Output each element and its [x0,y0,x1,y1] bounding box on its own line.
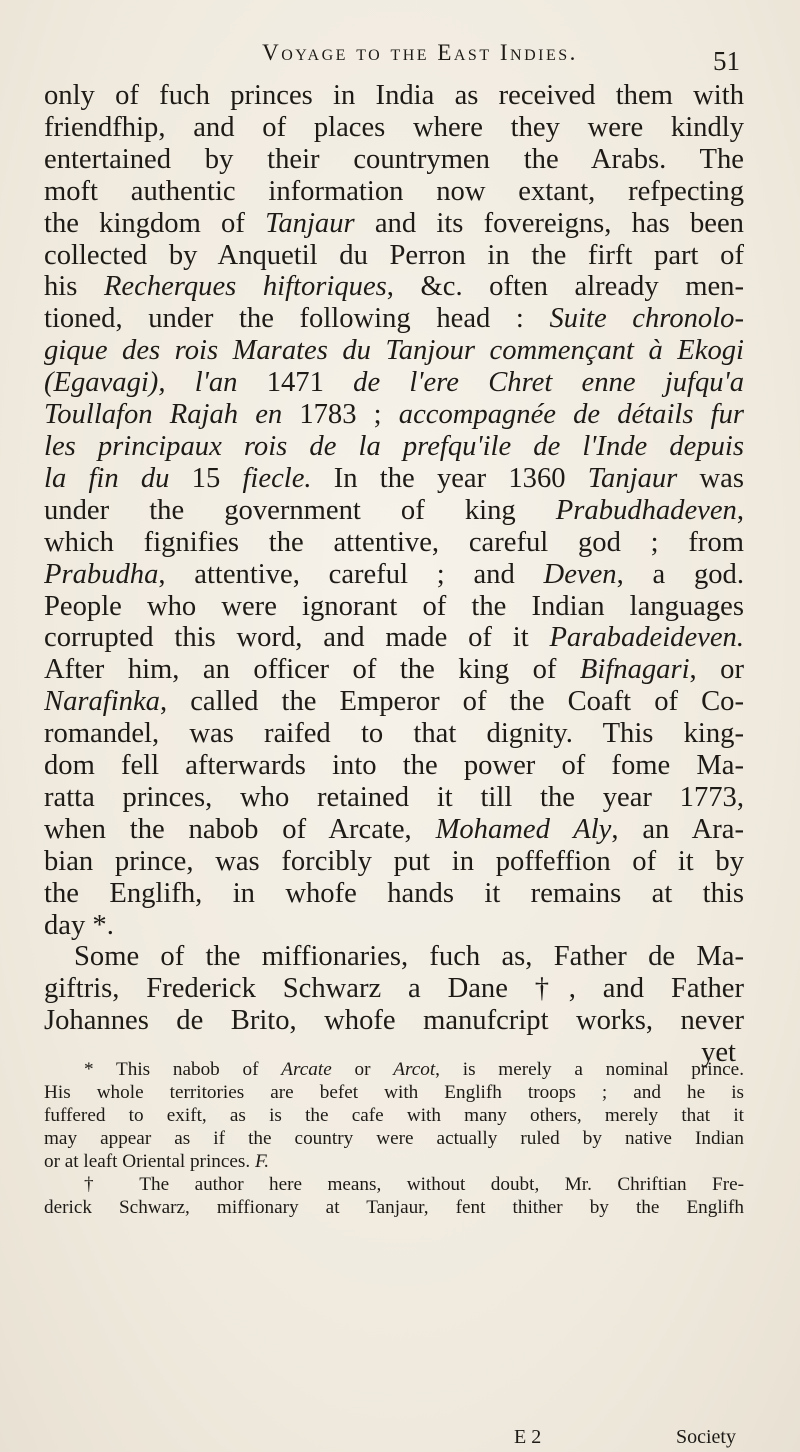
text-span: 1471 [237,367,354,399]
text-line: Johannes de Brito, whofe manufcript works, never [44,1005,744,1037]
page-number: 51 [713,46,740,76]
text-line: Some of the miffionaries, fuch as, Father de Ma- [74,941,744,973]
footnote-line: † The author here means, without doubt, Mr. Chriftian Fre- [84,1174,744,1195]
text-line: collected by Anquetil du Perron in the firft part of [44,239,744,271]
text-line: friendfhip, and of places where they were kindly [44,111,744,143]
text-span: After him, an officer of the king of [44,654,580,686]
text-line: People who were ignorant of the Indian languages [44,590,744,622]
text-line: giftris, Frederick Schwarz a Dane †, and Father [44,973,744,1005]
text-span: and its fovereigns, has been [354,207,744,239]
text-span: , or [689,654,744,686]
text-line [44,271,744,303]
body-text [44,80,744,1069]
text-span: , attentive, careful ; and [158,558,544,590]
text-line [44,495,744,527]
signature-line [44,1426,744,1450]
text-line: entertained by their countrymen the Arabs. The [44,143,744,175]
text-line: bian prince, was forcibly put in poffeffion of it by [44,845,744,877]
text-span: , [736,494,744,526]
footnotes [44,1058,744,1219]
italic-span: gique des rois Marates du Tanjour commençant à Ekogi [44,335,744,367]
italic-span: fiecle. [242,462,312,494]
italic-span: Prabudha [44,558,159,590]
text-span: , &c. often already men- [386,271,744,303]
italic-span: les principaux rois de la prefqu'ile de l'Inde depuis [44,430,744,462]
text-line: only of fuch princes in India as received them with [44,80,744,111]
text-span: In the year 1360 [311,462,588,494]
text-line: romandel, was raifed to that dignity. This king- [44,718,744,750]
text-line [44,463,744,495]
text-line [44,367,744,399]
text-span: tioned, under the following head : [44,303,550,335]
italic-span: Suite chronolo- [549,303,744,335]
footnote-line: fuffered to exift, as is the cafe with many others, merely that it [44,1105,744,1126]
italic-span: Prabudhadeven [555,494,737,526]
text-line [44,208,744,240]
text-line [44,814,744,846]
footnote-line: derick Schwarz, miffionary at Tanjaur, fent thither by the Englifh [44,1197,744,1218]
text-span: the kingdom of [44,207,266,239]
text-line [44,335,744,367]
text-line [44,686,744,718]
text-span: , a god. [616,558,744,590]
page-header [140,40,740,84]
italic-span: Tanjaur [265,207,355,239]
catchword: yet [701,1037,736,1069]
footnote-line: His whole territories are befet with Englifh troops ; and he is [44,1082,744,1103]
italic-span: F. [254,1151,270,1172]
running-head: Voyage to the East Indies. [262,40,578,65]
text-line: day *. [44,909,114,941]
italic-span: Mohamed Aly [435,813,612,845]
italic-span: Bifnagari [579,654,690,686]
text-span: his [44,271,104,303]
text-span: or [331,1059,394,1080]
italic-span: de l'ere Chret enne jufqu'a [353,367,744,399]
text-span: , is merely a nominal prince. [435,1059,744,1080]
text-span: , called the Emperor of the Coaft of Co- [159,686,744,718]
text-span: * This nabob of [84,1059,282,1080]
text-line: the Englifh, in whofe hands it remains at this [44,877,744,909]
text-span: corrupted this word, and made of it [44,622,550,654]
text-line [44,559,744,591]
italic-span: la fin du [44,462,170,494]
text-line [44,399,744,431]
footnote-line [44,1058,744,1081]
text-span: or at leaft Oriental princes. [44,1151,255,1172]
text-line: moft authentic information now extant, refpecting [44,175,744,207]
signature-mark: E 2 [514,1426,542,1448]
footnote-catchword: Society [676,1426,736,1448]
text-span: when the nabob of Arcate, [44,813,436,845]
text-span: 1783 ; [282,399,399,431]
text-line [44,303,744,335]
italic-span: Arcate [281,1059,332,1080]
italic-span: Tanjaur [587,462,678,494]
text-span: under the government of king [44,494,556,526]
italic-span: (Egavagi), l'an [44,367,238,399]
text-span: was [677,462,744,494]
italic-span: Arcot [393,1059,436,1080]
italic-span: accompagnée de détails fur [398,399,744,431]
footnote-line: may appear as if the country were actually ruled by native Indian [44,1128,744,1149]
italic-span: Parabadeideven. [549,622,744,654]
italic-span: Recherques hiftoriques [103,271,387,303]
text-line [44,622,744,654]
text-line: ratta princes, who retained it till the year 1773, [44,781,744,813]
text-line [44,431,744,463]
text-line: which fignifies the attentive, careful god ; from [44,526,744,558]
text-line [44,654,744,686]
italic-span: Narafinka [44,686,160,718]
text-span: 15 [169,462,243,494]
italic-span: Deven [543,558,617,590]
footnote-line [44,1150,744,1173]
italic-span: Toullafon Rajah en [44,399,283,431]
text-span: , an Ara- [611,813,744,845]
text-line: dom fell afterwards into the power of fome Ma- [44,750,744,782]
